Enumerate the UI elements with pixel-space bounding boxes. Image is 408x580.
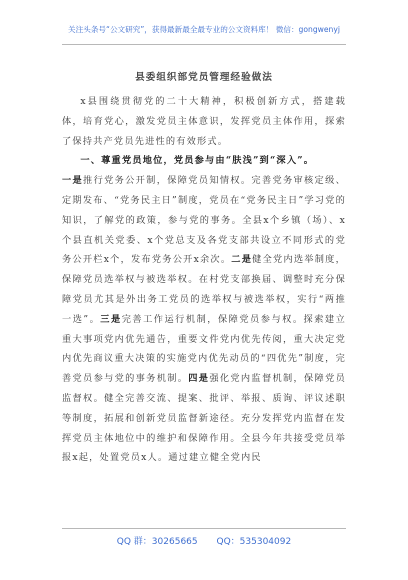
point-1-text: 推行党务公开制，保障党员知情权。完善党务审核定级、定期发布、“党务民主日”制度，党员在“党务民主日”学习党的知识，了解党的政策，参与党的事务。全县x个乡镇（场）、x个县直机关党委、x个党总支及各党支部共设立不同形式的党务公开栏x个，发布党务公开x余次。: [62, 175, 346, 266]
document-body: [62, 92, 346, 468]
footer-qq-group: QQ 群：30265665: [116, 537, 198, 547]
footer-divider: [62, 528, 346, 529]
section-heading: [62, 151, 346, 171]
section1-heading: 一、尊重党员地位，党员参与由“肤浅”到“深入”。: [80, 155, 315, 167]
intro-paragraph: x县围绕贯彻党的二十大精神，积极创新方式，搭建载体，培育党心，激发党员主体意识，发挥党员主体作用，探索了保持共产党员先进性的有效形式。: [62, 96, 346, 147]
point-3-label: 三是: [100, 313, 122, 325]
header-divider: [62, 44, 346, 45]
header-note: 关注头条号“公文研究”，获得最新最全最专业的公文资料库！ 微信：gongwenyj: [68, 25, 340, 34]
point-4-label: 四是: [188, 373, 210, 385]
point-1-label: 一是: [62, 175, 84, 187]
point-2-label: 二是: [231, 254, 253, 266]
footer-qq: QQ：535304092: [216, 537, 292, 547]
point-2-text: 健全党内选举制度，保障党员选举权与被选举权。在村党支部换届、调整时充分保障党员尤其是外出务工党员的选举权与被选举权，实行“两推一选”。: [62, 254, 346, 325]
point-4-text: 强化党内监督机制，保障党员监督权。健全完善交流、提案、批评、举报、质询、评议述职等制度，拓展和创新党员监督新途径。充分发挥党内监督在发挥党员主体地位中的维护和保障作用。全县今年共接受党员举报x起，处置党员x人。通过建立健全党内民: [62, 373, 346, 464]
body-paragraph: [62, 171, 346, 468]
point-3-text: 完善工作运行机制，保障党员参与权。探索建立重大事项党内优先通告，重要文件党内优先传阅，重大决定党内优先商议重大决策的实施党内优先动员的“四优先”制度，完善党员参与党的事务机制。: [62, 313, 347, 385]
document-title: 县委组织部党员管理经验做法: [135, 72, 273, 83]
footer: [0, 534, 408, 547]
